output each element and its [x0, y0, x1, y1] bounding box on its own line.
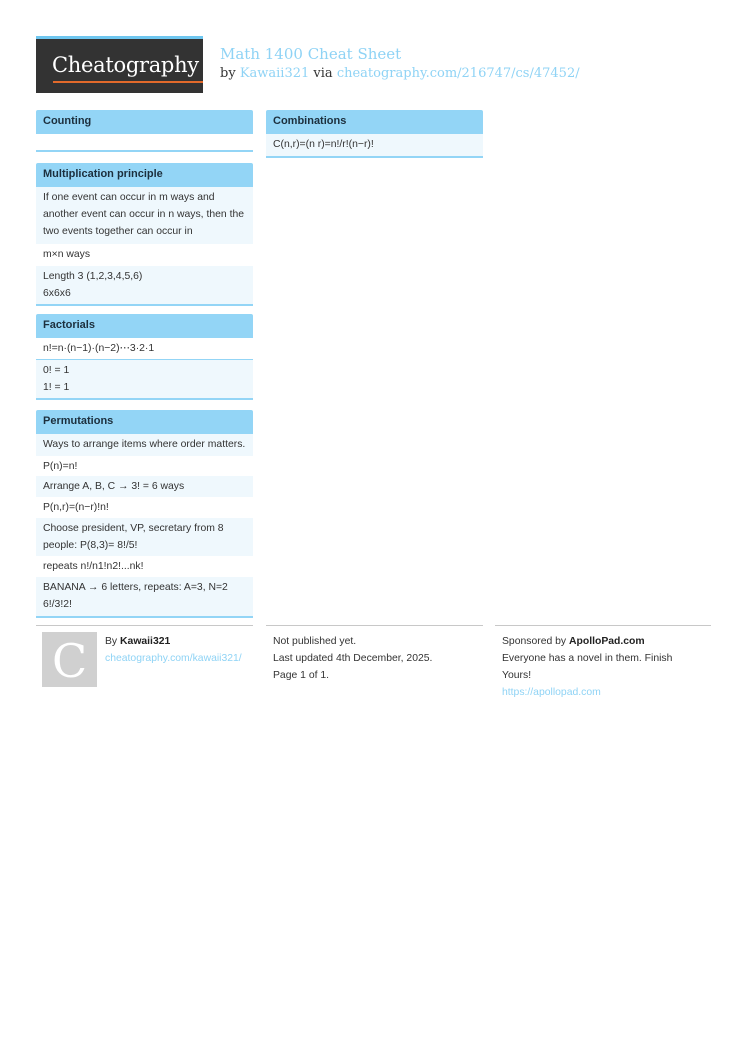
sponsored-by-label: Sponsored by [502, 636, 567, 647]
footer-updated: Last updated 4th December, 2025. [273, 653, 433, 664]
via-label: via [313, 66, 333, 81]
section-title: Permutations [36, 410, 253, 434]
footer-divider [266, 625, 483, 626]
table-row: repeats n!/n1!n2!...nk! [43, 561, 144, 572]
logo-underline [53, 81, 203, 83]
section-title: Factorials [36, 314, 253, 338]
footer-author-url[interactable] [105, 650, 242, 667]
footer-author [105, 633, 170, 650]
section-title: Combinations [266, 110, 483, 134]
table-row: If one event can occur in m ways and another event can occur in n ways, then the two events together can occur in [36, 187, 253, 244]
section-combinations [266, 110, 483, 158]
cheatography-logo[interactable] [36, 36, 203, 93]
author-avatar[interactable] [42, 632, 97, 687]
avatar-letter: C [52, 634, 88, 688]
sheet-title[interactable]: Math 1400 Cheat Sheet [220, 45, 402, 63]
footer-divider [36, 625, 253, 626]
by-label: by [220, 66, 236, 81]
footer-published: Not published yet. [273, 636, 357, 647]
footer-sponsor [502, 633, 645, 650]
section-title: Counting [36, 110, 253, 134]
footer-author-name[interactable]: Kawaii321 [120, 636, 171, 647]
section-factorials [36, 314, 253, 400]
footer-by-label: By [105, 636, 118, 647]
sponsor-name[interactable]: ApolloPad.com [569, 636, 645, 647]
table-row: Arrange A, B, C → 3! = 6 ways [36, 476, 253, 497]
table-row: C(n,r)=(n r)=n!/r!(n−r)! [266, 134, 483, 158]
table-row: BANANA → 6 letters, repeats: A=3, N=2 6!/3!2! [36, 577, 253, 618]
sponsor-url[interactable] [502, 684, 601, 701]
table-row: Length 3 (1,2,3,4,5,6) 6x6x6 [36, 266, 253, 306]
section-title: Multiplication principle [36, 163, 253, 187]
sheet-url-link[interactable]: cheatography.com/216747/cs/47452/ [336, 66, 580, 81]
sponsor-link[interactable]: https://apollopad.com [502, 687, 601, 698]
footer-author-link[interactable]: cheatography.com/kawaii321/ [105, 653, 242, 664]
table-row: Choose president, VP, secretary from 8 people: P(8,3)= 8!/5! [36, 518, 253, 556]
table-row: n!=n·(n−1)·(n−2)⋯3·2·1 [36, 338, 253, 360]
section-permutations [36, 410, 253, 618]
sheet-byline [220, 66, 580, 81]
footer-page-number: Page 1 of 1. [273, 670, 330, 681]
section-multiplication-principle [36, 163, 253, 306]
table-row: m×n ways [43, 249, 91, 260]
sponsor-tagline: Everyone has a novel in them. Finish Yours! [502, 653, 673, 681]
section-body-empty [36, 134, 253, 152]
footer-divider [495, 625, 711, 626]
section-counting [36, 110, 253, 152]
logo-text: Cheatography [52, 53, 199, 77]
author-link[interactable]: Kawaii321 [239, 66, 310, 81]
table-row: P(n,r)=(n−r)!n! [43, 502, 109, 513]
table-row: P(n)=n! [43, 461, 78, 472]
table-row: Ways to arrange items where order matters. [36, 434, 253, 456]
table-row: 0! = 1 1! = 1 [36, 360, 253, 400]
